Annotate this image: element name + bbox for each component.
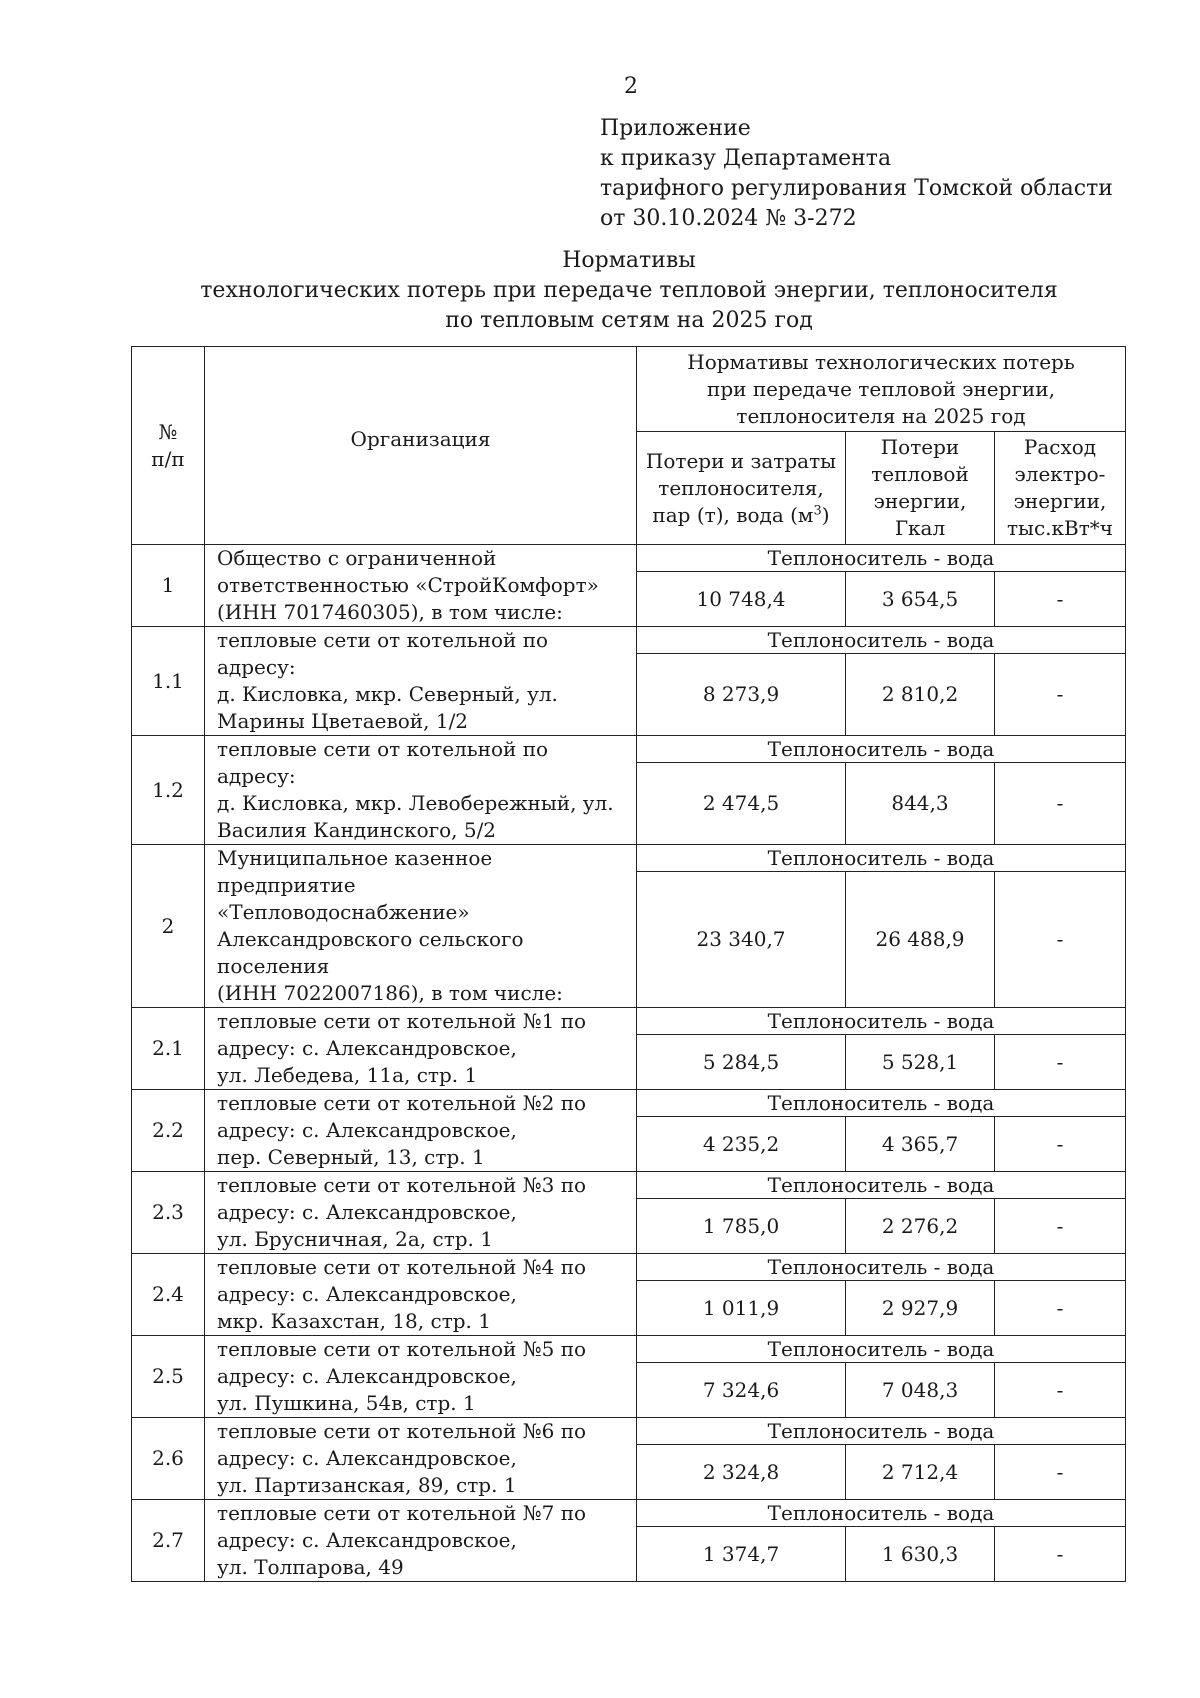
organization-line: ул. Партизанская, 89, стр. 1 <box>217 1473 517 1497</box>
appendix-line: Приложение <box>600 116 751 141</box>
heat-carrier-label: Теплоноситель - вода <box>637 1500 1126 1527</box>
table-row <box>132 1008 1126 1035</box>
carrier-losses-value: 5 284,5 <box>637 1035 846 1090</box>
header-organization: Организация <box>205 347 637 545</box>
organization-line: адресу: с. Александровское, <box>217 1282 517 1306</box>
header-losses-carrier: Потери и затраты теплоносителя, пар (т), вода $(м^3)$ <box>637 432 846 545</box>
organization-line: ответственностью «СтройКомфорт» <box>217 573 599 597</box>
organization-line: тепловые сети от котельной по адресу: <box>217 628 549 679</box>
heat-carrier-label: Теплоноситель - вода <box>637 1008 1126 1035</box>
organization-name <box>205 845 637 1008</box>
organization-line: тепловые сети от котельной по адресу: <box>217 737 549 788</box>
organization-line: пер. Северный, 13, стр. 1 <box>217 1145 485 1169</box>
organization-line: д. Кисловка, мкр. Северный, ул. <box>217 682 558 706</box>
table-row <box>132 1254 1126 1281</box>
document-title <box>132 246 1126 336</box>
organization-line: адресу: с. Александровское, <box>217 1446 517 1470</box>
row-number: 2.2 <box>132 1090 205 1172</box>
appendix-line: тарифного регулирования Томской области <box>600 176 1113 201</box>
heat-losses-value: 26 488,9 <box>846 872 995 1008</box>
table-row <box>132 845 1126 872</box>
row-number: 1 <box>132 545 205 627</box>
organization-name <box>205 1500 637 1582</box>
organization-line: тепловые сети от котельной №3 по <box>217 1173 587 1197</box>
heat-carrier-label: Теплоноситель - вода <box>637 736 1126 763</box>
carrier-losses-value: 4 235,2 <box>637 1117 846 1172</box>
title-line: технологических потерь при передаче тепловой энергии, теплоносителя <box>200 278 1058 303</box>
table-row <box>132 627 1126 654</box>
organization-line: Общество с ограниченной <box>217 546 497 570</box>
organization-line: Василия Кандинского, 5/2 <box>217 818 497 842</box>
carrier-losses-value: 7 324,6 <box>637 1363 846 1418</box>
heat-carrier-label: Теплоноситель - вода <box>637 1418 1126 1445</box>
organization-line: тепловые сети от котельной №7 по <box>217 1501 587 1525</box>
organization-name <box>205 1418 637 1500</box>
organization-line: поселения <box>217 954 330 978</box>
table-row <box>132 1418 1126 1445</box>
organization-line: тепловые сети от котельной №2 по <box>217 1091 587 1115</box>
row-number: 1.1 <box>132 627 205 736</box>
heat-losses-value: 7 048,3 <box>846 1363 995 1418</box>
organization-name <box>205 627 637 736</box>
heat-losses-value: 844,3 <box>846 763 995 845</box>
row-number: 2.7 <box>132 1500 205 1582</box>
organization-name <box>205 1254 637 1336</box>
norms-table <box>131 346 1126 1582</box>
carrier-losses-value: 23 340,7 <box>637 872 846 1008</box>
appendix-block <box>600 114 1113 234</box>
table-row <box>132 1172 1126 1199</box>
organization-line: (ИНН 7017460305), в том числе: <box>217 600 563 624</box>
organization-line: тепловые сети от котельной №5 по <box>217 1337 587 1361</box>
header-heat-losses: Потери тепловой энергии, Гкал <box>846 432 995 545</box>
organization-name <box>205 736 637 845</box>
carrier-losses-value: 1 011,9 <box>637 1281 846 1336</box>
heat-losses-value: 4 365,7 <box>846 1117 995 1172</box>
row-number: 2.4 <box>132 1254 205 1336</box>
organization-line: адресу: с. Александровское, <box>217 1118 517 1142</box>
row-number: 1.2 <box>132 736 205 845</box>
heat-losses-value: 2 276,2 <box>846 1199 995 1254</box>
carrier-losses-value: 2 324,8 <box>637 1445 846 1500</box>
electricity-value: - <box>995 1281 1126 1336</box>
organization-line: адресу: с. Александровское, <box>217 1200 517 1224</box>
organization-line: ул. Брусничная, 2а, стр. 1 <box>217 1227 493 1251</box>
organization-line: (ИНН 7022007186), в том числе: <box>217 981 563 1005</box>
organization-name <box>205 545 637 627</box>
row-number: 2.5 <box>132 1336 205 1418</box>
heat-carrier-label: Теплоноситель - вода <box>637 627 1126 654</box>
title-line: Нормативы <box>562 248 696 273</box>
electricity-value: - <box>995 1199 1126 1254</box>
table-body <box>132 545 1126 1582</box>
organization-line: «Тепловодоснабжение» <box>217 900 470 924</box>
heat-carrier-label: Теплоноситель - вода <box>637 1254 1126 1281</box>
electricity-value: - <box>995 1035 1126 1090</box>
electricity-value: - <box>995 1363 1126 1418</box>
heat-carrier-label: Теплоноситель - вода <box>637 845 1126 872</box>
heat-losses-value: 3 654,5 <box>846 572 995 627</box>
organization-line: ул. Лебедева, 11а, стр. 1 <box>217 1063 478 1087</box>
electricity-value: - <box>995 1445 1126 1500</box>
heat-losses-value: 5 528,1 <box>846 1035 995 1090</box>
organization-line: Муниципальное казенное предприятие <box>217 846 493 897</box>
table-row <box>132 1336 1126 1363</box>
heat-carrier-label: Теплоноситель - вода <box>637 1090 1126 1117</box>
table-row <box>132 1090 1126 1117</box>
page-number: 2 <box>624 74 638 99</box>
organization-line: Александровского сельского <box>217 927 524 951</box>
organization-line: ул. Толпарова, 49 <box>217 1555 404 1579</box>
organization-line: мкр. Казахстан, 18, стр. 1 <box>217 1309 491 1333</box>
appendix-line: к приказу Департамента <box>600 146 892 171</box>
electricity-value: - <box>995 872 1126 1008</box>
appendix-line: от 30.10.2024 № 3-272 <box>600 206 857 231</box>
carrier-losses-value: 2 474,5 <box>637 763 846 845</box>
heat-losses-value: 2 712,4 <box>846 1445 995 1500</box>
organization-line: тепловые сети от котельной №6 по <box>217 1419 587 1443</box>
organization-name <box>205 1172 637 1254</box>
heat-carrier-label: Теплоноситель - вода <box>637 1336 1126 1363</box>
carrier-losses-value: 1 374,7 <box>637 1527 846 1582</box>
organization-name <box>205 1336 637 1418</box>
header-num: № п/п <box>132 347 205 545</box>
table-row <box>132 1500 1126 1527</box>
row-number: 2.3 <box>132 1172 205 1254</box>
organization-line: ул. Пушкина, 54в, стр. 1 <box>217 1391 476 1415</box>
organization-line: адресу: с. Александровское, <box>217 1528 517 1552</box>
table-row <box>132 545 1126 572</box>
electricity-value: - <box>995 654 1126 736</box>
electricity-value: - <box>995 763 1126 845</box>
table-row <box>132 736 1126 763</box>
electricity-value: - <box>995 1527 1126 1582</box>
row-number: 2.6 <box>132 1418 205 1500</box>
organization-name <box>205 1090 637 1172</box>
organization-line: тепловые сети от котельной №1 по <box>217 1009 587 1033</box>
electricity-value: - <box>995 572 1126 627</box>
organization-line: Марины Цветаевой, 1/2 <box>217 709 469 733</box>
row-number: 2.1 <box>132 1008 205 1090</box>
carrier-losses-value: 1 785,0 <box>637 1199 846 1254</box>
carrier-losses-value: 8 273,9 <box>637 654 846 736</box>
heat-losses-value: 2 810,2 <box>846 654 995 736</box>
organization-line: адресу: с. Александровское, <box>217 1364 517 1388</box>
organization-name <box>205 1008 637 1090</box>
heat-losses-value: 1 630,3 <box>846 1527 995 1582</box>
organization-line: тепловые сети от котельной №4 по <box>217 1255 587 1279</box>
heat-losses-value: 2 927,9 <box>846 1281 995 1336</box>
heat-carrier-label: Теплоноситель - вода <box>637 545 1126 572</box>
header-norms-group: Нормативы технологических потерь при передаче тепловой энергии, теплоносителя на 2025 год <box>637 347 1126 432</box>
row-number: 2 <box>132 845 205 1008</box>
header-electricity: Расход электро- энергии, тыс.кВт*ч <box>995 432 1126 545</box>
organization-line: адресу: с. Александровское, <box>217 1036 517 1060</box>
carrier-losses-value: 10 748,4 <box>637 572 846 627</box>
organization-line: д. Кисловка, мкр. Левобережный, ул. <box>217 791 614 815</box>
title-line: по тепловым сетям на 2025 год <box>445 308 813 333</box>
heat-carrier-label: Теплоноситель - вода <box>637 1172 1126 1199</box>
electricity-value: - <box>995 1117 1126 1172</box>
